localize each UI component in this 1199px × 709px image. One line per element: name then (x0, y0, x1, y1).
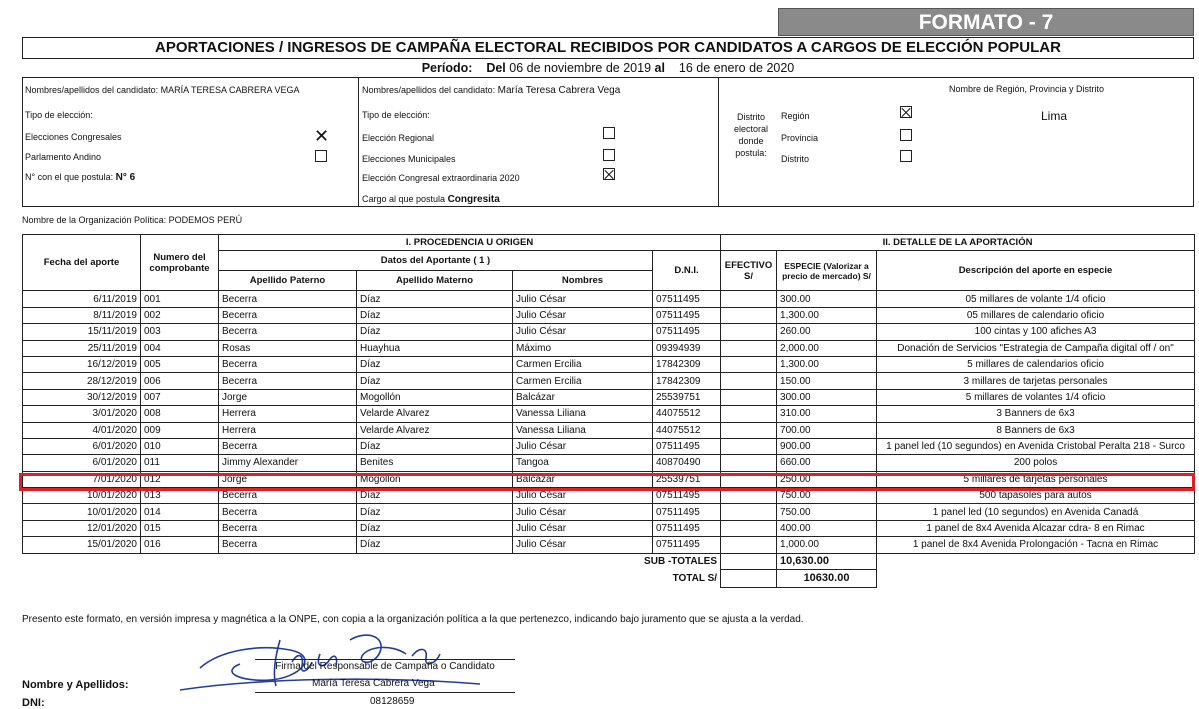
cell-fecha: 6/01/2020 (23, 438, 141, 454)
cell-especie: 310.00 (777, 406, 877, 422)
aportes-table (22, 234, 1195, 588)
cell-especie: 660.00 (777, 455, 877, 471)
col1-postula-value: N° 6 (115, 172, 136, 183)
header-especie: ESPECIE (Valorizar a precio de mercado) S/ (777, 251, 877, 291)
cell-num: 001 (141, 291, 219, 307)
cell-num: 013 (141, 488, 219, 504)
cell-paterno: Becerra (219, 356, 357, 372)
cell-paterno: Becerra (219, 324, 357, 340)
dni-value: 08128659 (370, 696, 415, 707)
col1-candidate-name: MARÍA TERESA CABRERA VEGA (160, 85, 300, 95)
cell-especie: 1,300.00 (777, 307, 877, 323)
cell-fecha: 30/12/2019 (23, 389, 141, 405)
candidate-info-box (22, 77, 1194, 207)
cell-efectivo (721, 438, 777, 454)
cell-materno: Díaz (357, 373, 513, 389)
cell-materno: Díaz (357, 356, 513, 372)
col1-opt-parlamento: Parlamento Andino (25, 152, 102, 162)
cell-paterno: Becerra (219, 291, 357, 307)
table-row (23, 455, 1195, 471)
cell-especie: 150.00 (777, 373, 877, 389)
header-dni: D.N.I. (653, 251, 721, 291)
cell-efectivo (721, 520, 777, 536)
cell-especie: 260.00 (777, 324, 877, 340)
cell-nombres: Julio César (513, 520, 653, 536)
periodo-label: Período: (421, 61, 473, 75)
col2-cargo (362, 194, 500, 205)
table-row (23, 438, 1195, 454)
nombre-line (255, 692, 515, 693)
cell-num: 010 (141, 438, 219, 454)
cell-especie: 400.00 (777, 520, 877, 536)
cell-dni: 25539751 (653, 471, 721, 487)
cell-materno: Díaz (357, 504, 513, 520)
cell-num: 005 (141, 356, 219, 372)
cell-nombres: Julio César (513, 504, 653, 520)
cell-num: 016 (141, 537, 219, 553)
total-label: TOTAL S/ (672, 573, 718, 585)
cell-especie: 250.00 (777, 471, 877, 487)
cell-dni: 25539751 (653, 389, 721, 405)
cell-paterno: Becerra (219, 373, 357, 389)
cell-desc: Donación de Servicios "Estrategia de Campaña digital off / on" (877, 340, 1195, 356)
cell-materno: Velarde Alvarez (357, 422, 513, 438)
cell-num: 011 (141, 455, 219, 471)
checkbox-parlamento (315, 150, 327, 162)
header-materno: Apellido Materno (357, 271, 513, 291)
cell-especie: 1,300.00 (777, 356, 877, 372)
cell-dni: 07511495 (653, 438, 721, 454)
cell-efectivo (721, 340, 777, 356)
cell-materno: Díaz (357, 537, 513, 553)
cell-nombres: Vanessa Liliana (513, 406, 653, 422)
table-row (23, 389, 1195, 405)
cell-efectivo (721, 406, 777, 422)
cell-fecha: 25/11/2019 (23, 340, 141, 356)
col1-opt-congresales: Elecciones Congresales (25, 132, 122, 142)
cell-dni: 40870490 (653, 455, 721, 471)
cell-paterno: Jimmy Alexander (219, 455, 357, 471)
cell-materno: Velarde Alvarez (357, 406, 513, 422)
cell-nombres: Julio César (513, 438, 653, 454)
cell-num: 012 (141, 471, 219, 487)
cell-num: 002 (141, 307, 219, 323)
cell-dni: 44075512 (653, 406, 721, 422)
cell-fecha: 3/01/2020 (23, 406, 141, 422)
cell-num: 008 (141, 406, 219, 422)
cell-efectivo (721, 324, 777, 340)
cell-efectivo (721, 537, 777, 553)
cell-dni: 07511495 (653, 307, 721, 323)
cell-nombres: Julio César (513, 537, 653, 553)
col3-distrito: Distrito (781, 154, 810, 164)
cell-fecha: 7/01/2020 (23, 471, 141, 487)
col2-cargo-label: Cargo al que postula (362, 194, 446, 204)
cell-desc: 1 panel led (10 segundos) en Avenida Cristobal Peralta 218 - Surco (877, 438, 1195, 454)
total-value: 10630.00 (777, 570, 877, 588)
cell-nombres: Julio César (513, 324, 653, 340)
col2-opt-extraordinaria: Elección Congresal extraordinaria 2020 (362, 173, 520, 183)
cell-paterno: Jorge (219, 471, 357, 487)
cell-dni: 44075512 (653, 422, 721, 438)
col2-opt-regional: Elección Regional (362, 133, 435, 143)
header-descripcion: Descripción del aporte en especie (877, 251, 1195, 291)
table-row (23, 422, 1195, 438)
header-datos-aportante: Datos del Aportante ( 1 ) (219, 251, 653, 271)
col1-candidate (25, 85, 300, 95)
cell-fecha: 15/11/2019 (23, 324, 141, 340)
col2-candidate-name: María Teresa Cabrera Vega (497, 85, 621, 96)
col3-header: Nombre de Región, Provincia y Distrito (949, 84, 1105, 94)
cell-materno: Díaz (357, 520, 513, 536)
cell-nombres: Balcázar (513, 389, 653, 405)
cell-nombres: Julio César (513, 307, 653, 323)
cell-fecha: 15/01/2020 (23, 537, 141, 553)
cell-efectivo (721, 422, 777, 438)
cell-desc: 100 cintas y 100 afiches A3 (877, 324, 1195, 340)
cell-num: 015 (141, 520, 219, 536)
cell-desc: 05 millares de volante 1/4 oficio (877, 291, 1195, 307)
cell-num: 004 (141, 340, 219, 356)
checkbox-municipales (603, 149, 615, 161)
cell-fecha: 8/11/2019 (23, 307, 141, 323)
cell-especie: 700.00 (777, 422, 877, 438)
cell-especie: 900.00 (777, 438, 877, 454)
table-row (23, 307, 1195, 323)
table-row (23, 520, 1195, 536)
col3-region: Región (781, 111, 810, 121)
cell-desc: 500 tapasoles para autos (877, 488, 1195, 504)
subtotal-spacer (877, 553, 1195, 569)
cell-dni: 17842309 (653, 373, 721, 389)
cell-desc: 5 millares de calendarios oficio (877, 356, 1195, 372)
table-row (23, 373, 1195, 389)
firma-label: Firma del Responsable de Campaña o Candidato (255, 659, 515, 672)
periodo-del: 06 de noviembre de 2019 (509, 61, 652, 75)
total-efectivo (721, 570, 777, 588)
cell-desc: 5 millares de tarjetas personales (877, 471, 1195, 487)
cell-fecha: 12/01/2020 (23, 520, 141, 536)
cell-efectivo (721, 307, 777, 323)
table-row (23, 406, 1195, 422)
col2-candidate (362, 85, 620, 96)
cell-dni: 07511495 (653, 504, 721, 520)
cell-paterno: Becerra (219, 504, 357, 520)
cell-efectivo (721, 291, 777, 307)
col3-provincia: Provincia (781, 133, 819, 143)
x-mark-icon: ✕ (314, 126, 330, 146)
cell-fecha: 4/01/2020 (23, 422, 141, 438)
cell-especie: 300.00 (777, 291, 877, 307)
checkbox-checked-icon (603, 168, 615, 180)
cell-nombres: Tangoa (513, 455, 653, 471)
table-row (23, 291, 1195, 307)
cell-paterno: Becerra (219, 488, 357, 504)
cell-paterno: Becerra (219, 520, 357, 536)
organizacion-politica: Nombre de la Organización Política: PODEMOS PERÚ (22, 215, 243, 225)
col3-distrito-label: Distrito electoral donde postula: (733, 112, 769, 158)
cell-dni: 07511495 (653, 537, 721, 553)
highlight-box (19, 473, 1195, 491)
cell-dni: 07511495 (653, 520, 721, 536)
header-numero: Numero del comprobante (141, 235, 219, 291)
cell-especie: 300.00 (777, 389, 877, 405)
cell-nombres: Balcázar (513, 471, 653, 487)
cell-dni: 07511495 (653, 488, 721, 504)
cell-especie: 2,000.00 (777, 340, 877, 356)
header-detalle: II. DETALLE DE LA APORTACIÓN (721, 235, 1195, 251)
cell-fecha: 10/01/2020 (23, 488, 141, 504)
cell-num: 006 (141, 373, 219, 389)
periodo-al-label: al (654, 61, 665, 75)
cell-fecha: 28/12/2019 (23, 373, 141, 389)
col3-region-value: Lima (1041, 109, 1068, 123)
formato-badge: FORMATO - 7 (778, 8, 1194, 36)
cell-materno: Díaz (357, 488, 513, 504)
cell-efectivo (721, 389, 777, 405)
cell-nombres: Julio César (513, 488, 653, 504)
cell-desc: 5 millares de volantes 1/4 oficio (877, 389, 1195, 405)
nombre-label: Nombre y Apellidos: (22, 679, 129, 691)
total-spacer (877, 570, 1195, 588)
nombre-value: María Teresa Cabrera Vega (312, 678, 435, 689)
cell-desc: 1 panel de 8x4 Avenida Prolongación - Tacna en Rimac (877, 537, 1195, 553)
header-procedencia: I. PROCEDENCIA U ORIGEN (219, 235, 721, 251)
document-title: APORTACIONES / INGRESOS DE CAMPAÑA ELECTORAL RECIBIDOS POR CANDIDATOS A CARGOS DE ELECCIÓN POPULAR (22, 37, 1194, 59)
checkbox-distrito (900, 150, 912, 162)
cell-paterno: Becerra (219, 307, 357, 323)
periodo (22, 59, 1194, 77)
cell-dni: 17842309 (653, 356, 721, 372)
col1-candidate-label: Nombres/apellidos del candidato: (25, 85, 159, 95)
cell-paterno: Jorge (219, 389, 357, 405)
cell-desc: 3 Banners de 6x3 (877, 406, 1195, 422)
cell-paterno: Becerra (219, 537, 357, 553)
cell-nombres: Carmen Ercilia (513, 356, 653, 372)
header-paterno: Apellido Paterno (219, 271, 357, 291)
declaracion-text: Presento este formato, en versión impresa y magnética a la ONPE, con copia a la organización política a la que pertenezco, indicando bajo juramento que se ajusta a la verdad. (22, 614, 804, 625)
cell-fecha: 6/01/2020 (23, 455, 141, 471)
cell-materno: Díaz (357, 324, 513, 340)
cell-especie: 750.00 (777, 504, 877, 520)
cell-materno: Díaz (357, 291, 513, 307)
cell-desc: 8 Banners de 6x3 (877, 422, 1195, 438)
cell-nombres: Máximo (513, 340, 653, 356)
cell-num: 009 (141, 422, 219, 438)
cell-paterno: Rosas (219, 340, 357, 356)
cell-efectivo (721, 356, 777, 372)
checkbox-checked-icon (900, 106, 912, 118)
cell-fecha: 6/11/2019 (23, 291, 141, 307)
col1-tipo-label: Tipo de elección: (25, 110, 93, 120)
cell-desc: 1 panel de 8x4 Avenida Alcazar cdra- 8 en Rimac (877, 520, 1195, 536)
cell-nombres: Carmen Ercilia (513, 373, 653, 389)
subtotal-label: SUB -TOTALES (23, 553, 721, 569)
checkbox-provincia (900, 129, 912, 141)
cell-especie: 750.00 (777, 488, 877, 504)
header-fecha: Fecha del aporte (23, 235, 141, 291)
cell-dni: 07511495 (653, 324, 721, 340)
cell-nombres: Vanessa Liliana (513, 422, 653, 438)
cell-desc: 200 polos (877, 455, 1195, 471)
cell-especie: 1,000.00 (777, 537, 877, 553)
cell-materno: Díaz (357, 307, 513, 323)
periodo-al: 16 de enero de 2020 (678, 61, 795, 75)
cell-efectivo (721, 455, 777, 471)
cell-materno: Huayhua (357, 340, 513, 356)
cell-desc: 05 millares de calendario oficio (877, 307, 1195, 323)
cell-fecha: 16/12/2019 (23, 356, 141, 372)
table-row (23, 504, 1195, 520)
header-efectivo: EFECTIVO S/ (721, 251, 777, 291)
subtotal-efectivo (721, 553, 777, 569)
col2-cargo-value: Congresita (447, 194, 500, 205)
cell-paterno: Becerra (219, 438, 357, 454)
subtotal-value: 10,630.00 (777, 553, 877, 569)
table-row (23, 537, 1195, 553)
cell-num: 007 (141, 389, 219, 405)
cell-num: 003 (141, 324, 219, 340)
col2-opt-municipales: Elecciones Municipales (362, 154, 456, 164)
dni-label: DNI: (22, 697, 45, 709)
table-row (23, 356, 1195, 372)
table-row (23, 340, 1195, 356)
col1-postula-label: N° con el que postula: (25, 172, 114, 182)
cell-desc: 3 millares de tarjetas personales (877, 373, 1195, 389)
col2-tipo-label: Tipo de elección: (362, 110, 430, 120)
periodo-del-label: Del (486, 61, 506, 75)
col2-candidate-label: Nombres/apellidos del candidato: (362, 85, 496, 95)
cell-efectivo (721, 373, 777, 389)
cell-fecha: 10/01/2020 (23, 504, 141, 520)
cell-materno: Díaz (357, 438, 513, 454)
cell-materno: Mogollón (357, 389, 513, 405)
table-row (23, 324, 1195, 340)
cell-materno: Benites (357, 455, 513, 471)
cell-num: 014 (141, 504, 219, 520)
cell-materno: Mogollón (357, 471, 513, 487)
col1-postula (25, 172, 135, 183)
cell-desc: 1 panel led (10 segundos) en Avenida Canadá (877, 504, 1195, 520)
checkbox-regional (603, 127, 615, 139)
header-nombres: Nombres (513, 271, 653, 291)
cell-paterno: Herrera (219, 422, 357, 438)
cell-paterno: Herrera (219, 406, 357, 422)
cell-efectivo (721, 504, 777, 520)
cell-dni: 07511495 (653, 291, 721, 307)
cell-nombres: Julio César (513, 291, 653, 307)
cell-dni: 09394939 (653, 340, 721, 356)
